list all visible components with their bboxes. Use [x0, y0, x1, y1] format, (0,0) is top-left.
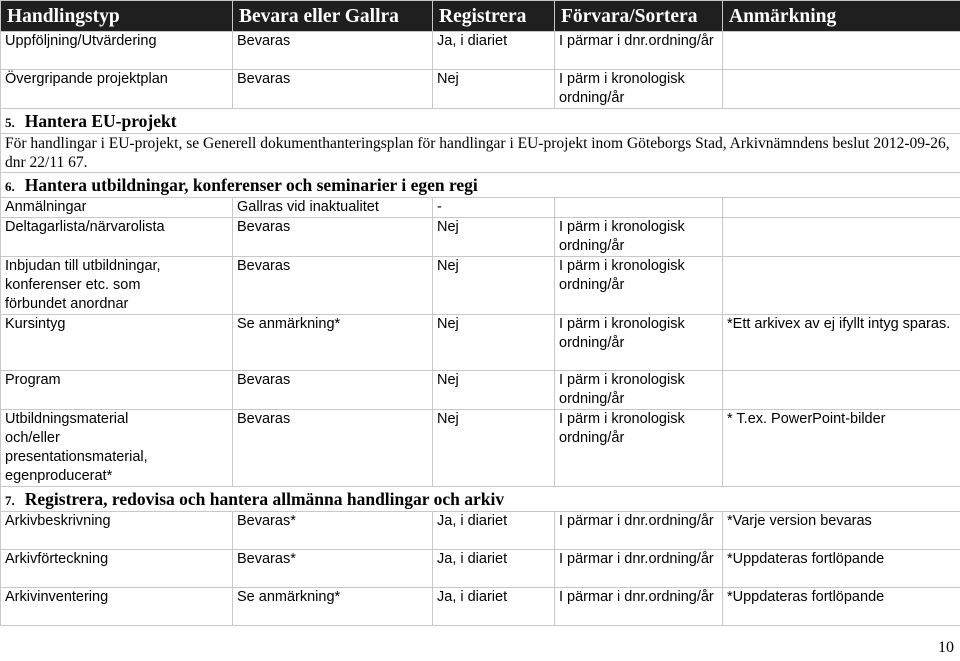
section-text: För handlingar i EU-projekt, se Generell dokumenthanteringsplan för handlingar i EU-projekt inom Göteborgs Stad, Arkivnämndens beslut 2012-09-26, dnr 22/11 67. [1, 134, 960, 173]
cell-note [723, 70, 960, 109]
section-title: Hantera EU-projekt [24, 111, 177, 131]
cell-note: *Uppdateras fortlöpande [723, 588, 960, 626]
section-heading-7 [1, 487, 960, 512]
cell-type: Arkivförteckning [1, 550, 233, 588]
cell-note [723, 257, 960, 315]
section-heading-5 [1, 109, 960, 134]
cell-type: Inbjudan till utbildningar, konferenser etc. som förbundet anordnar [1, 257, 233, 315]
cell-type: Anmälningar [1, 198, 233, 218]
cell-note: *Varje version bevaras [723, 512, 960, 550]
section-description-5 [1, 134, 960, 173]
table-row [1, 218, 960, 257]
cell-keep: Bevaras [233, 371, 433, 410]
cell-type: Program [1, 371, 233, 410]
table-row [1, 70, 960, 109]
cell-keep: Bevaras* [233, 550, 433, 588]
cell-register: Ja, i diariet [433, 588, 555, 626]
cell-keep: Gallras vid inaktualitet [233, 198, 433, 218]
table-row [1, 315, 960, 371]
cell-note [723, 32, 960, 70]
table-row [1, 371, 960, 410]
cell-register: Nej [433, 257, 555, 315]
table-row [1, 588, 960, 626]
table-row [1, 410, 960, 487]
cell-register: Nej [433, 218, 555, 257]
cell-note: *Ett arkivex av ej ifyllt intyg sparas. [723, 315, 960, 371]
cell-keep: Bevaras [233, 218, 433, 257]
cell-register: Ja, i diariet [433, 32, 555, 70]
page-number: 10 [938, 639, 954, 656]
cell-keep: Bevaras* [233, 512, 433, 550]
cell-keep: Bevaras [233, 70, 433, 109]
cell-store: I pärmar i dnr.ordning/år [555, 32, 723, 70]
table-row [1, 198, 960, 218]
cell-store: I pärmar i dnr.ordning/år [555, 512, 723, 550]
cell-store [555, 198, 723, 218]
cell-store: I pärmar i dnr.ordning/år [555, 588, 723, 626]
cell-store: I pärm i kronologisk ordning/år [555, 70, 723, 109]
cell-keep: Bevaras [233, 410, 433, 487]
table-row [1, 257, 960, 315]
cell-store: I pärm i kronologisk ordning/år [555, 315, 723, 371]
cell-type: Deltagarlista/närvarolista [1, 218, 233, 257]
cell-register: Ja, i diariet [433, 550, 555, 588]
cell-note: * T.ex. PowerPoint-bilder [723, 410, 960, 487]
header-registrera: Registrera [433, 1, 555, 32]
cell-register: Nej [433, 315, 555, 371]
cell-keep: Se anmärkning* [233, 315, 433, 371]
table-row [1, 550, 960, 588]
header-handlingstyp: Handlingstyp [1, 1, 233, 32]
cell-register: Nej [433, 70, 555, 109]
cell-register: Ja, i diariet [433, 512, 555, 550]
cell-type: Övergripande projektplan [1, 70, 233, 109]
section-title: Registrera, redovisa och hantera allmänna handlingar och arkiv [24, 489, 505, 509]
header-forvara-sortera: Förvara/Sortera [555, 1, 723, 32]
cell-note [723, 198, 960, 218]
header-anmarkning: Anmärkning [723, 1, 960, 32]
cell-store: I pärm i kronologisk ordning/år [555, 257, 723, 315]
cell-register: Nej [433, 410, 555, 487]
cell-keep: Bevaras [233, 32, 433, 70]
cell-store: I pärm i kronologisk ordning/år [555, 371, 723, 410]
cell-store: I pärm i kronologisk ordning/år [555, 218, 723, 257]
cell-keep: Bevaras [233, 257, 433, 315]
cell-keep: Se anmärkning* [233, 588, 433, 626]
cell-register: - [433, 198, 555, 218]
cell-note: *Uppdateras fortlöpande [723, 550, 960, 588]
cell-note [723, 371, 960, 410]
cell-note [723, 218, 960, 257]
cell-register: Nej [433, 371, 555, 410]
cell-type: Uppföljning/Utvärdering [1, 32, 233, 70]
table-row [1, 32, 960, 70]
table-header [1, 1, 960, 32]
section-number: 5. [5, 115, 15, 130]
cell-type: Arkivinventering [1, 588, 233, 626]
cell-type: Kursintyg [1, 315, 233, 371]
cell-store: I pärm i kronologisk ordning/år [555, 410, 723, 487]
section-title: Hantera utbildningar, konferenser och seminarier i egen regi [24, 175, 478, 195]
cell-store: I pärmar i dnr.ordning/år [555, 550, 723, 588]
section-heading-6 [1, 173, 960, 198]
cell-type: Arkivbeskrivning [1, 512, 233, 550]
cell-type: Utbildningsmaterial och/eller presentationsmaterial, egenproducerat* [1, 410, 233, 487]
table-row [1, 512, 960, 550]
header-bevara-gallra: Bevara eller Gallra [233, 1, 433, 32]
section-number: 7. [5, 493, 15, 508]
section-number: 6. [5, 179, 15, 194]
